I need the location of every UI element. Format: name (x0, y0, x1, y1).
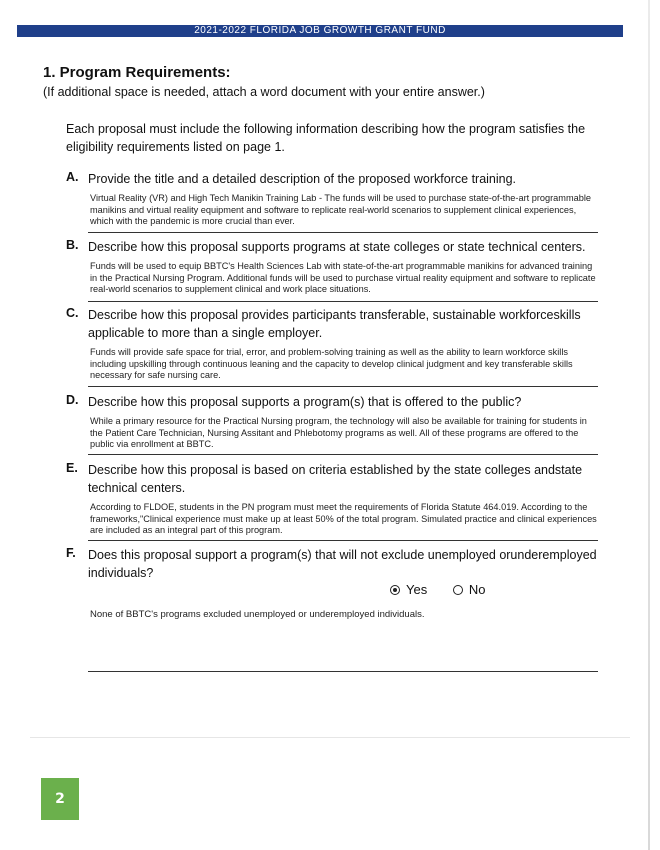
answer-field[interactable]: While a primary resource for the Practical Nursing program, the technology will also be available for training for students in the Patient Care Technician, Nursing Assitant and Phlebotomy programs as well. All of these programs are offered to the public via enrollment at BBTC. (90, 416, 587, 449)
item-letter: B. (66, 238, 79, 252)
answer-line (88, 540, 598, 541)
employment-radio-group (390, 582, 507, 598)
answer-field[interactable]: Funds will provide safe space for trial, error, and problem-solving training as well as the ability to learn workforce skills including upskilling through continuous leaning and the capacity to develop clinical judgment and key transferable skills necessary for safe nursing care. (90, 347, 573, 380)
item-question: Describe how this proposal provides participants transferable, sustainable workforceskills applicable to more than a single employer. (88, 308, 581, 340)
requirement-a (66, 170, 598, 228)
requirement-b (66, 238, 598, 296)
item-letter: E. (66, 461, 78, 475)
item-letter: C. (66, 306, 79, 320)
requirement-c (66, 306, 598, 382)
item-question: Describe how this proposal supports a program(s) that is offered to the public? (88, 395, 522, 409)
page-number-badge: 2 (41, 778, 79, 820)
item-letter: D. (66, 393, 79, 407)
answer-field[interactable]: According to FLDOE, students in the PN program must meet the requirements of Florida Statute 464.019. According to the frameworks,"Clinical experience must make up at least 50% of the total program. Simulated practice and clinical experiences are included as an integral part of this program. (90, 502, 597, 535)
radio-yes-label: Yes (406, 582, 428, 597)
item-letter: F. (66, 546, 76, 560)
radio-no-label: No (468, 582, 486, 597)
section-intro: Each proposal must include the following information describing how the program satisfies the eligibility requirements listed on page 1. (66, 122, 586, 154)
item-letter: A. (66, 170, 79, 184)
answer-field[interactable]: None of BBTC's programs excluded unemployed or underemployed individuals. (90, 609, 425, 620)
answer-line (88, 671, 598, 672)
radio-no[interactable] (453, 582, 486, 597)
radio-unchecked-icon[interactable] (453, 585, 463, 595)
radio-yes[interactable] (390, 582, 427, 597)
item-question: Does this proposal support a program(s) that will not exclude unemployed orunderemployed individuals? (88, 548, 597, 580)
answer-field[interactable]: Virtual Reality (VR) and High Tech Manikin Training Lab - The funds will be used to purchase state-of-the-art programmable manikins and virtual reality equipment and software to replicate real-world scenarios to supplement clinical experiences, which with the pandemic is more crucial than ever. (90, 193, 591, 226)
footer-divider (30, 737, 630, 738)
answer-field[interactable]: Funds will be used to equip BBTC's Health Sciences Lab with state-of-the-art programmable manikins for advanced training in the Practical Nursing Program. Additional funds will be used to purchase virtual reality equipment and software to replicate real-world scenarios to supplement clinical and work place situations. (90, 261, 596, 294)
item-question: Describe how this proposal is based on criteria established by the state colleges andstate technical centers. (88, 463, 583, 495)
answer-line (88, 454, 598, 455)
section-title: 1. Program Requirements: (43, 64, 231, 81)
answer-line (88, 232, 598, 233)
requirement-e (66, 461, 598, 537)
header-banner: 2021-2022 FLORIDA JOB GROWTH GRANT FUND (17, 25, 623, 37)
answer-line (88, 301, 598, 302)
page-edge (648, 0, 650, 850)
item-question: Describe how this proposal supports programs at state colleges or state technical centers. (88, 240, 586, 254)
requirement-f (66, 546, 598, 582)
radio-checked-icon[interactable] (390, 585, 400, 595)
item-question: Provide the title and a detailed description of the proposed workforce training. (88, 172, 517, 186)
requirement-d (66, 393, 598, 451)
answer-line (88, 386, 598, 387)
section-subtitle: (If additional space is needed, attach a word document with your entire answer.) (43, 85, 485, 99)
